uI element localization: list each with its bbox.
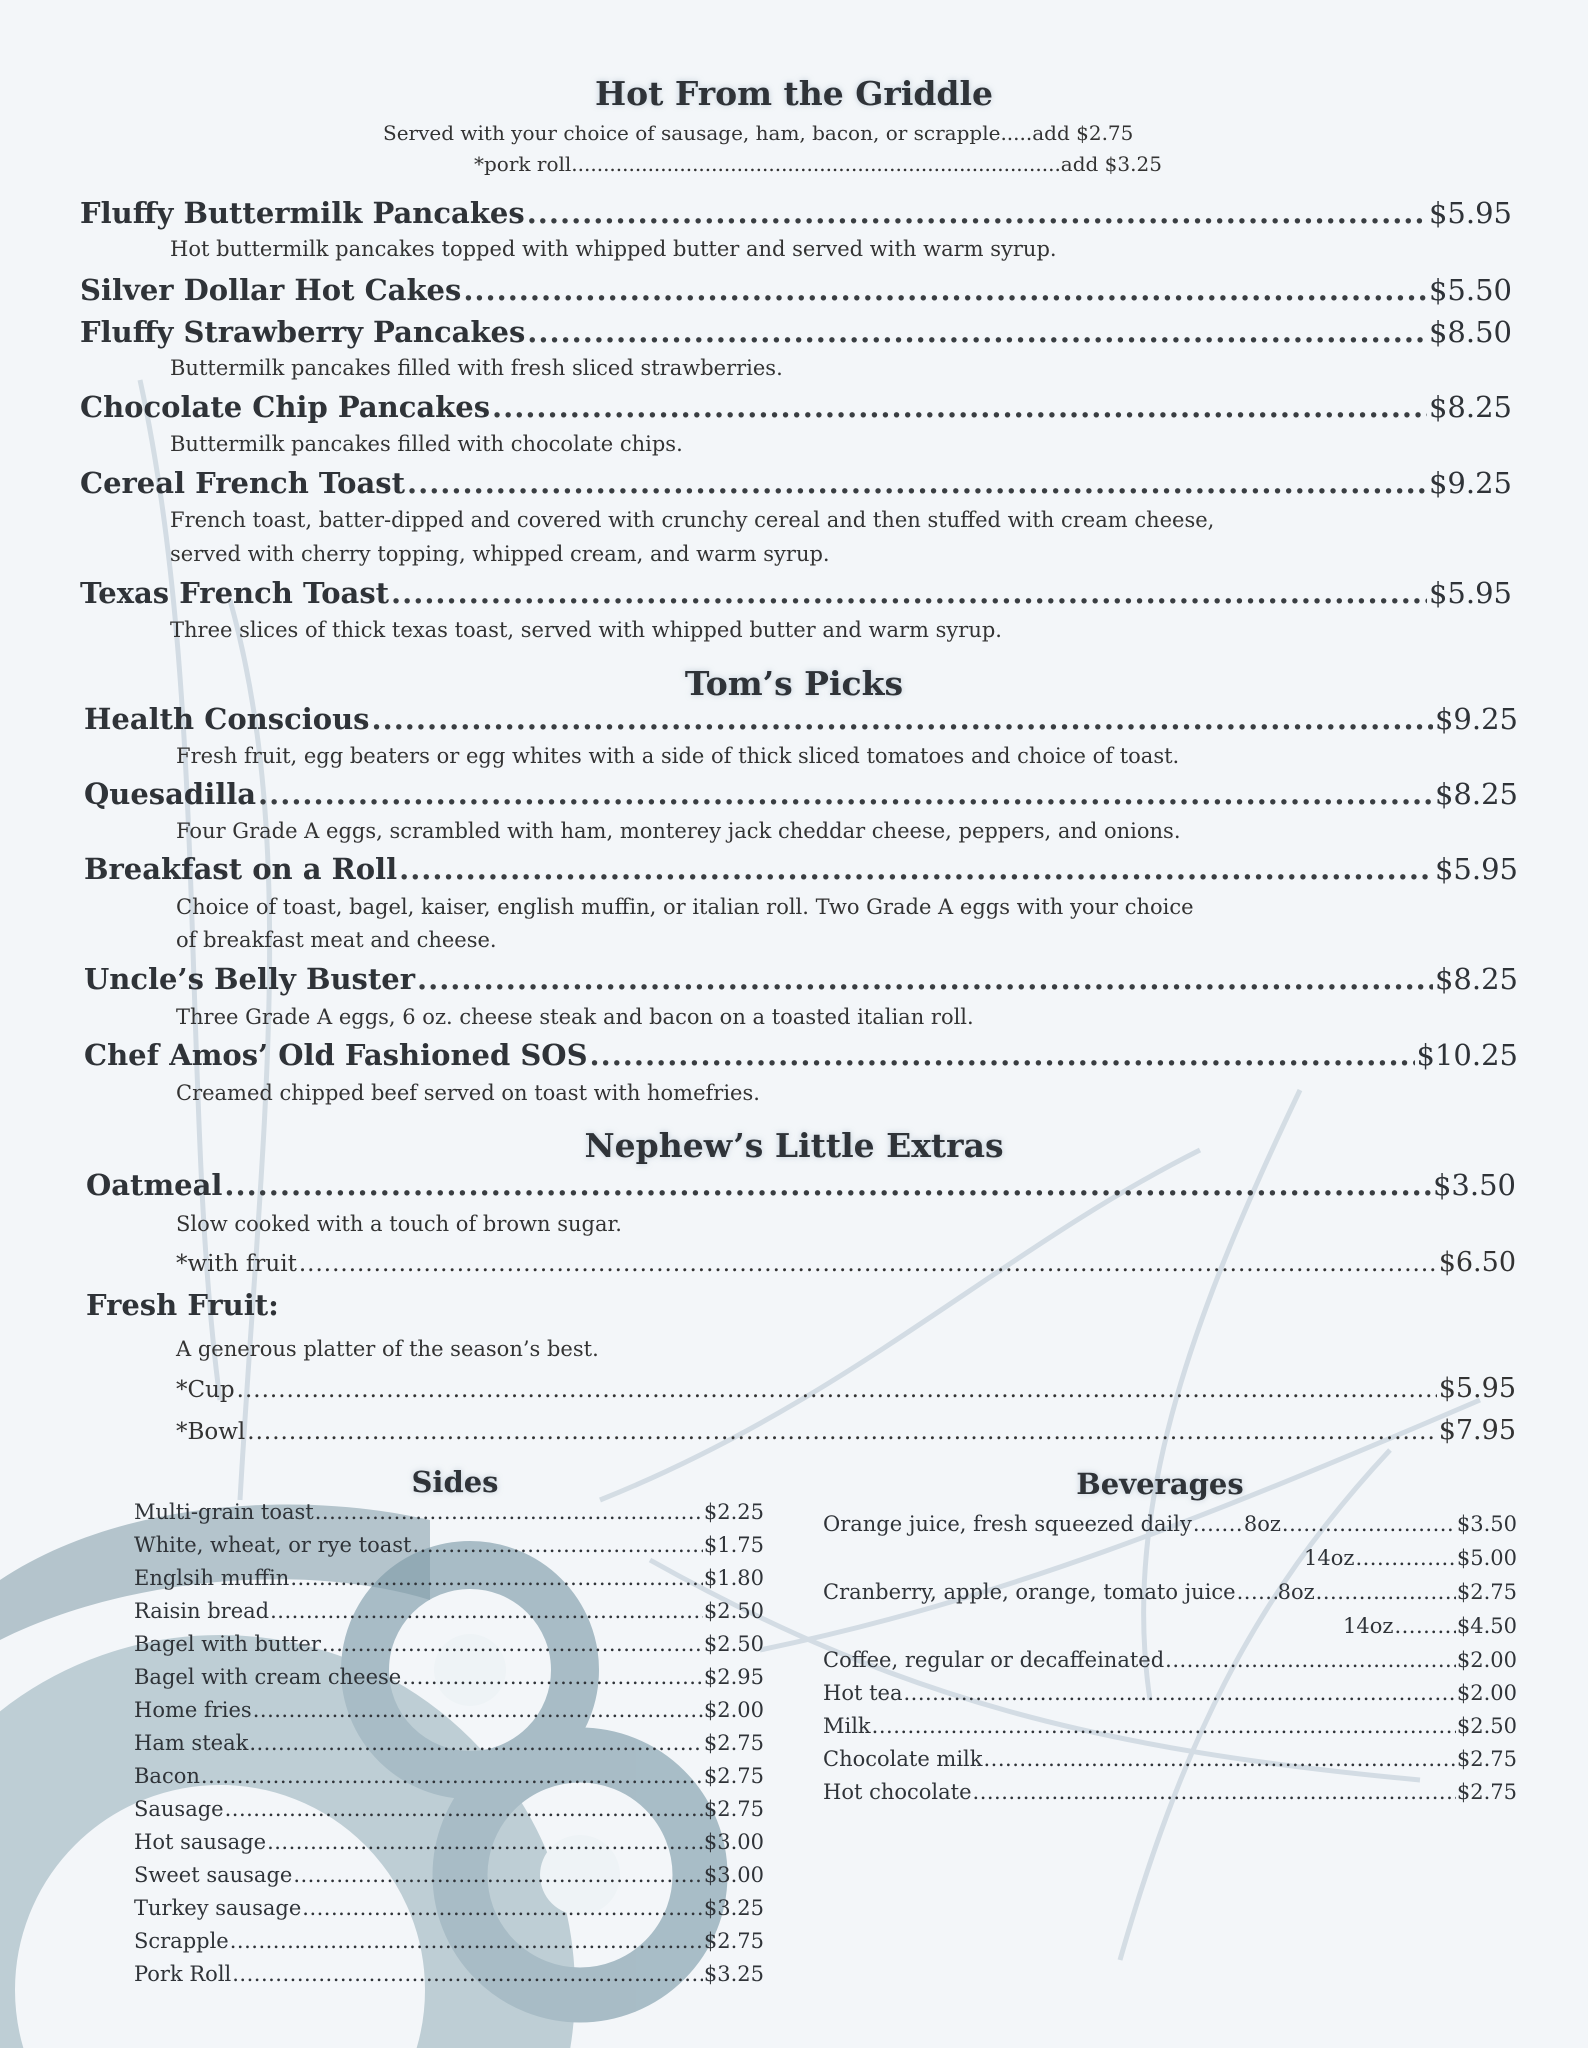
side-row — [134, 1500, 764, 1533]
item-price: $10.25 — [1416, 1038, 1518, 1072]
leader-dots — [225, 1797, 703, 1821]
beverage-name: Milk — [823, 1714, 871, 1738]
beverage-price: $2.75 — [1456, 1747, 1517, 1771]
side-price: $2.75 — [703, 1764, 764, 1788]
item-price: $5.95 — [1428, 576, 1512, 610]
side-price: $2.50 — [703, 1599, 764, 1623]
side-row — [134, 1599, 764, 1632]
side-row — [134, 1632, 764, 1665]
item-name: Texas French Toast — [80, 576, 390, 610]
fresh-fruit-cup — [176, 1373, 1516, 1404]
leader-dots — [224, 1168, 1431, 1202]
item-price: $8.25 — [1434, 777, 1518, 811]
leader-dots — [249, 1731, 703, 1755]
option-price: $5.95 — [1438, 1373, 1516, 1404]
item-name: Health Conscious — [84, 702, 370, 736]
beverage-row-oj — [823, 1512, 1517, 1545]
menu-item-fresh-fruit — [86, 1288, 279, 1322]
beverage-name: Coffee, regular or decaffeinated — [823, 1648, 1165, 1672]
item-description-cont: served with cherry topping, whipped cream, and warm syrup. — [170, 542, 830, 566]
menu-item — [84, 852, 1518, 886]
option-label: *with fruit — [176, 1251, 297, 1277]
leader-dots — [201, 1764, 703, 1788]
leader-dots — [267, 1830, 703, 1854]
beverage-size: 14oz — [1343, 1614, 1394, 1638]
item-name: Fluffy Buttermilk Pancakes — [80, 196, 525, 230]
menu-item — [80, 196, 1512, 230]
griddle-meat-note: Served with your choice of sausage, ham, bacon, or scrapple.....add $2.75 — [383, 121, 1134, 145]
leader-dots — [590, 1038, 1415, 1072]
item-price: $5.95 — [1428, 196, 1512, 230]
leader-dots — [399, 852, 1433, 886]
beverage-row — [823, 1714, 1517, 1747]
oatmeal-with-fruit — [176, 1247, 1516, 1278]
menu-item — [80, 390, 1512, 424]
side-name: Sweet sausage — [134, 1863, 293, 1887]
side-row — [134, 1962, 764, 1995]
side-name: White, wheat, or rye toast — [134, 1533, 412, 1557]
item-price: $9.25 — [1434, 702, 1518, 736]
leader-dots — [527, 196, 1427, 230]
leader-dots — [407, 466, 1427, 500]
leader-dots — [492, 390, 1427, 424]
leader-dots — [302, 1896, 703, 1920]
side-row — [134, 1566, 764, 1599]
item-name: Uncle’s Belly Buster — [84, 962, 416, 996]
item-description: Buttermilk pancakes filled with chocolate chips. — [170, 432, 683, 456]
side-name: Pork Roll — [134, 1962, 232, 1986]
item-description: Three slices of thick texas toast, served with whipped butter and warm syrup. — [170, 618, 1002, 642]
item-name: Silver Dollar Hot Cakes — [80, 273, 462, 307]
side-row — [134, 1863, 764, 1896]
leader-dots — [253, 1698, 703, 1722]
beverage-name: Cranberry, apple, orange, tomato juice — [823, 1580, 1236, 1604]
leader-dots — [1193, 1512, 1243, 1536]
item-description-cont: of breakfast meat and cheese. — [176, 928, 497, 952]
item-name: Oatmeal — [86, 1168, 223, 1202]
item-description: Four Grade A eggs, scrambled with ham, monterey jack cheddar cheese, peppers, and onions. — [176, 819, 1181, 843]
side-price: $3.00 — [703, 1863, 764, 1887]
item-price: $9.25 — [1428, 466, 1512, 500]
option-price: $6.50 — [1438, 1247, 1516, 1278]
side-name: Sausage — [134, 1797, 224, 1821]
side-row — [134, 1929, 764, 1962]
side-row — [134, 1698, 764, 1731]
side-name: Scrapple — [134, 1929, 229, 1953]
item-price: $8.25 — [1434, 962, 1518, 996]
leader-dots — [1165, 1648, 1456, 1672]
leader-dots — [402, 1665, 703, 1689]
item-name: Breakfast on a Roll — [84, 852, 398, 886]
item-description: A generous platter of the season’s best. — [176, 1337, 599, 1361]
side-price: $2.95 — [703, 1665, 764, 1689]
side-name: Multi-grain toast — [134, 1500, 314, 1524]
leader-dots — [412, 1533, 702, 1557]
leader-dots — [1282, 1512, 1456, 1536]
beverages-title: Beverages — [1076, 1467, 1244, 1501]
side-price: $1.75 — [703, 1533, 764, 1557]
side-price: $2.00 — [703, 1698, 764, 1722]
leader-dots — [973, 1780, 1456, 1804]
side-name: Bagel with butter — [134, 1632, 321, 1656]
side-row — [134, 1896, 764, 1929]
menu-item — [80, 466, 1512, 500]
beverage-name: Chocolate milk — [823, 1747, 983, 1771]
leader-dots — [1355, 1546, 1455, 1570]
option-label: *Bowl — [176, 1419, 246, 1445]
leader-dots — [463, 273, 1427, 307]
side-name: Hot sausage — [134, 1830, 267, 1854]
leader-dots — [984, 1747, 1456, 1771]
leader-dots — [903, 1681, 1455, 1705]
side-price: $3.25 — [703, 1896, 764, 1920]
side-row — [134, 1665, 764, 1698]
beverage-price: $5.00 — [1456, 1546, 1517, 1570]
side-price: $2.75 — [703, 1797, 764, 1821]
item-name: Chef Amos’ Old Fashioned SOS — [84, 1038, 588, 1072]
item-name: Chocolate Chip Pancakes — [80, 390, 491, 424]
menu-item — [84, 777, 1518, 811]
side-name: Ham steak — [134, 1731, 249, 1755]
section-title-extras: Nephew’s Little Extras — [584, 1126, 1004, 1165]
item-price: $5.50 — [1428, 273, 1512, 307]
beverage-price: $2.50 — [1456, 1714, 1517, 1738]
fresh-fruit-bowl — [176, 1415, 1516, 1446]
item-description: Slow cooked with a touch of brown sugar. — [176, 1212, 622, 1236]
leader-dots — [1394, 1614, 1455, 1638]
beverage-size: 8oz — [1277, 1580, 1315, 1604]
menu-item — [80, 273, 1512, 307]
side-row — [134, 1764, 764, 1797]
leader-dots — [230, 1929, 703, 1953]
side-price: $3.00 — [703, 1830, 764, 1854]
beverage-row — [823, 1648, 1517, 1681]
item-description: Hot buttermilk pancakes topped with whipped butter and served with warm syrup. — [170, 237, 1057, 261]
item-name: Fresh Fruit: — [86, 1288, 279, 1322]
item-price: $8.50 — [1428, 315, 1512, 349]
item-name: Quesadilla — [84, 777, 257, 811]
leader-dots — [299, 1251, 1437, 1277]
item-description: Creamed chipped beef served on toast with homefries. — [176, 1081, 760, 1105]
beverage-name: Hot tea — [823, 1681, 903, 1705]
item-description: French toast, batter-dipped and covered with crunchy cereal and then stuffed with cream cheese, — [170, 508, 1215, 532]
side-price: $2.50 — [703, 1632, 764, 1656]
section-title-griddle: Hot From the Griddle — [594, 74, 994, 113]
beverage-price: $3.50 — [1456, 1512, 1517, 1536]
leader-dots — [391, 576, 1427, 610]
side-name: Englsih muffin — [134, 1566, 290, 1590]
menu-item — [84, 962, 1518, 996]
item-price: $5.95 — [1434, 852, 1518, 886]
menu-item — [80, 315, 1512, 349]
beverage-size: 8oz — [1243, 1512, 1281, 1536]
beverage-price: $2.75 — [1456, 1780, 1517, 1804]
leader-dots — [1316, 1580, 1456, 1604]
leader-dots — [290, 1566, 703, 1590]
beverage-row — [823, 1747, 1517, 1780]
item-price: $3.50 — [1432, 1168, 1516, 1202]
side-row — [134, 1830, 764, 1863]
leader-dots — [1237, 1580, 1277, 1604]
side-name: Bacon — [134, 1764, 200, 1788]
beverage-row — [823, 1780, 1517, 1813]
leader-dots — [322, 1632, 703, 1656]
beverage-price: $2.00 — [1456, 1681, 1517, 1705]
leader-dots — [872, 1714, 1456, 1738]
side-row — [134, 1731, 764, 1764]
side-price: $2.75 — [703, 1731, 764, 1755]
leader-dots — [247, 1419, 1436, 1445]
option-label: *Cup — [176, 1377, 235, 1403]
item-price: $8.25 — [1428, 390, 1512, 424]
beverage-row — [823, 1681, 1517, 1714]
menu-item-oatmeal — [86, 1168, 1516, 1202]
side-row — [134, 1533, 764, 1566]
side-price: $3.25 — [703, 1962, 764, 1986]
side-row — [134, 1797, 764, 1830]
side-name: Raisin bread — [134, 1599, 270, 1623]
beverage-row-oj-large — [1304, 1546, 1517, 1579]
leader-dots — [258, 777, 1433, 811]
leader-dots — [237, 1377, 1437, 1403]
item-description: Three Grade A eggs, 6 oz. cheese steak and bacon on a toasted italian roll. — [176, 1005, 974, 1029]
item-description: Fresh fruit, egg beaters or egg whites with a side of thick sliced tomatoes and choice of toast. — [176, 744, 1180, 768]
leader-dots — [417, 962, 1433, 996]
item-name: Fluffy Strawberry Pancakes — [80, 315, 526, 349]
beverage-name: Orange juice, fresh squeezed daily — [823, 1512, 1192, 1536]
side-name: Home fries — [134, 1698, 252, 1722]
side-name: Bagel with cream cheese — [134, 1665, 402, 1689]
beverage-price: $4.50 — [1456, 1614, 1517, 1638]
option-price: $7.95 — [1438, 1415, 1516, 1446]
beverage-row-juice — [823, 1580, 1517, 1613]
leader-dots — [293, 1863, 703, 1887]
side-price: $1.80 — [703, 1566, 764, 1590]
item-name: Cereal French Toast — [80, 466, 406, 500]
leader-dots — [315, 1500, 703, 1524]
menu-item — [80, 576, 1512, 610]
beverage-name: Hot chocolate — [823, 1780, 972, 1804]
section-title-picks: Tom’s Picks — [684, 664, 904, 703]
sides-title: Sides — [411, 1465, 499, 1499]
side-name: Turkey sausage — [134, 1896, 302, 1920]
leader-dots — [270, 1599, 703, 1623]
side-price: $2.25 — [703, 1500, 764, 1524]
beverage-price: $2.00 — [1456, 1648, 1517, 1672]
menu-item — [84, 1038, 1518, 1072]
menu-item — [84, 702, 1518, 736]
item-description: Buttermilk pancakes filled with fresh sliced strawberries. — [170, 356, 783, 380]
beverage-row-juice-large — [1343, 1614, 1517, 1647]
beverage-price: $2.75 — [1456, 1580, 1517, 1604]
leader-dots — [372, 702, 1433, 736]
item-description: Choice of toast, bagel, kaiser, english muffin, or italian roll. Two Grade A eggs with your choice — [176, 895, 1194, 919]
leader-dots — [232, 1962, 703, 1986]
side-price: $2.75 — [703, 1929, 764, 1953]
griddle-pork-roll-note: *pork roll.............................................................................add $3.25 — [474, 152, 1162, 176]
beverage-size: 14oz — [1304, 1546, 1355, 1570]
leader-dots — [527, 315, 1427, 349]
